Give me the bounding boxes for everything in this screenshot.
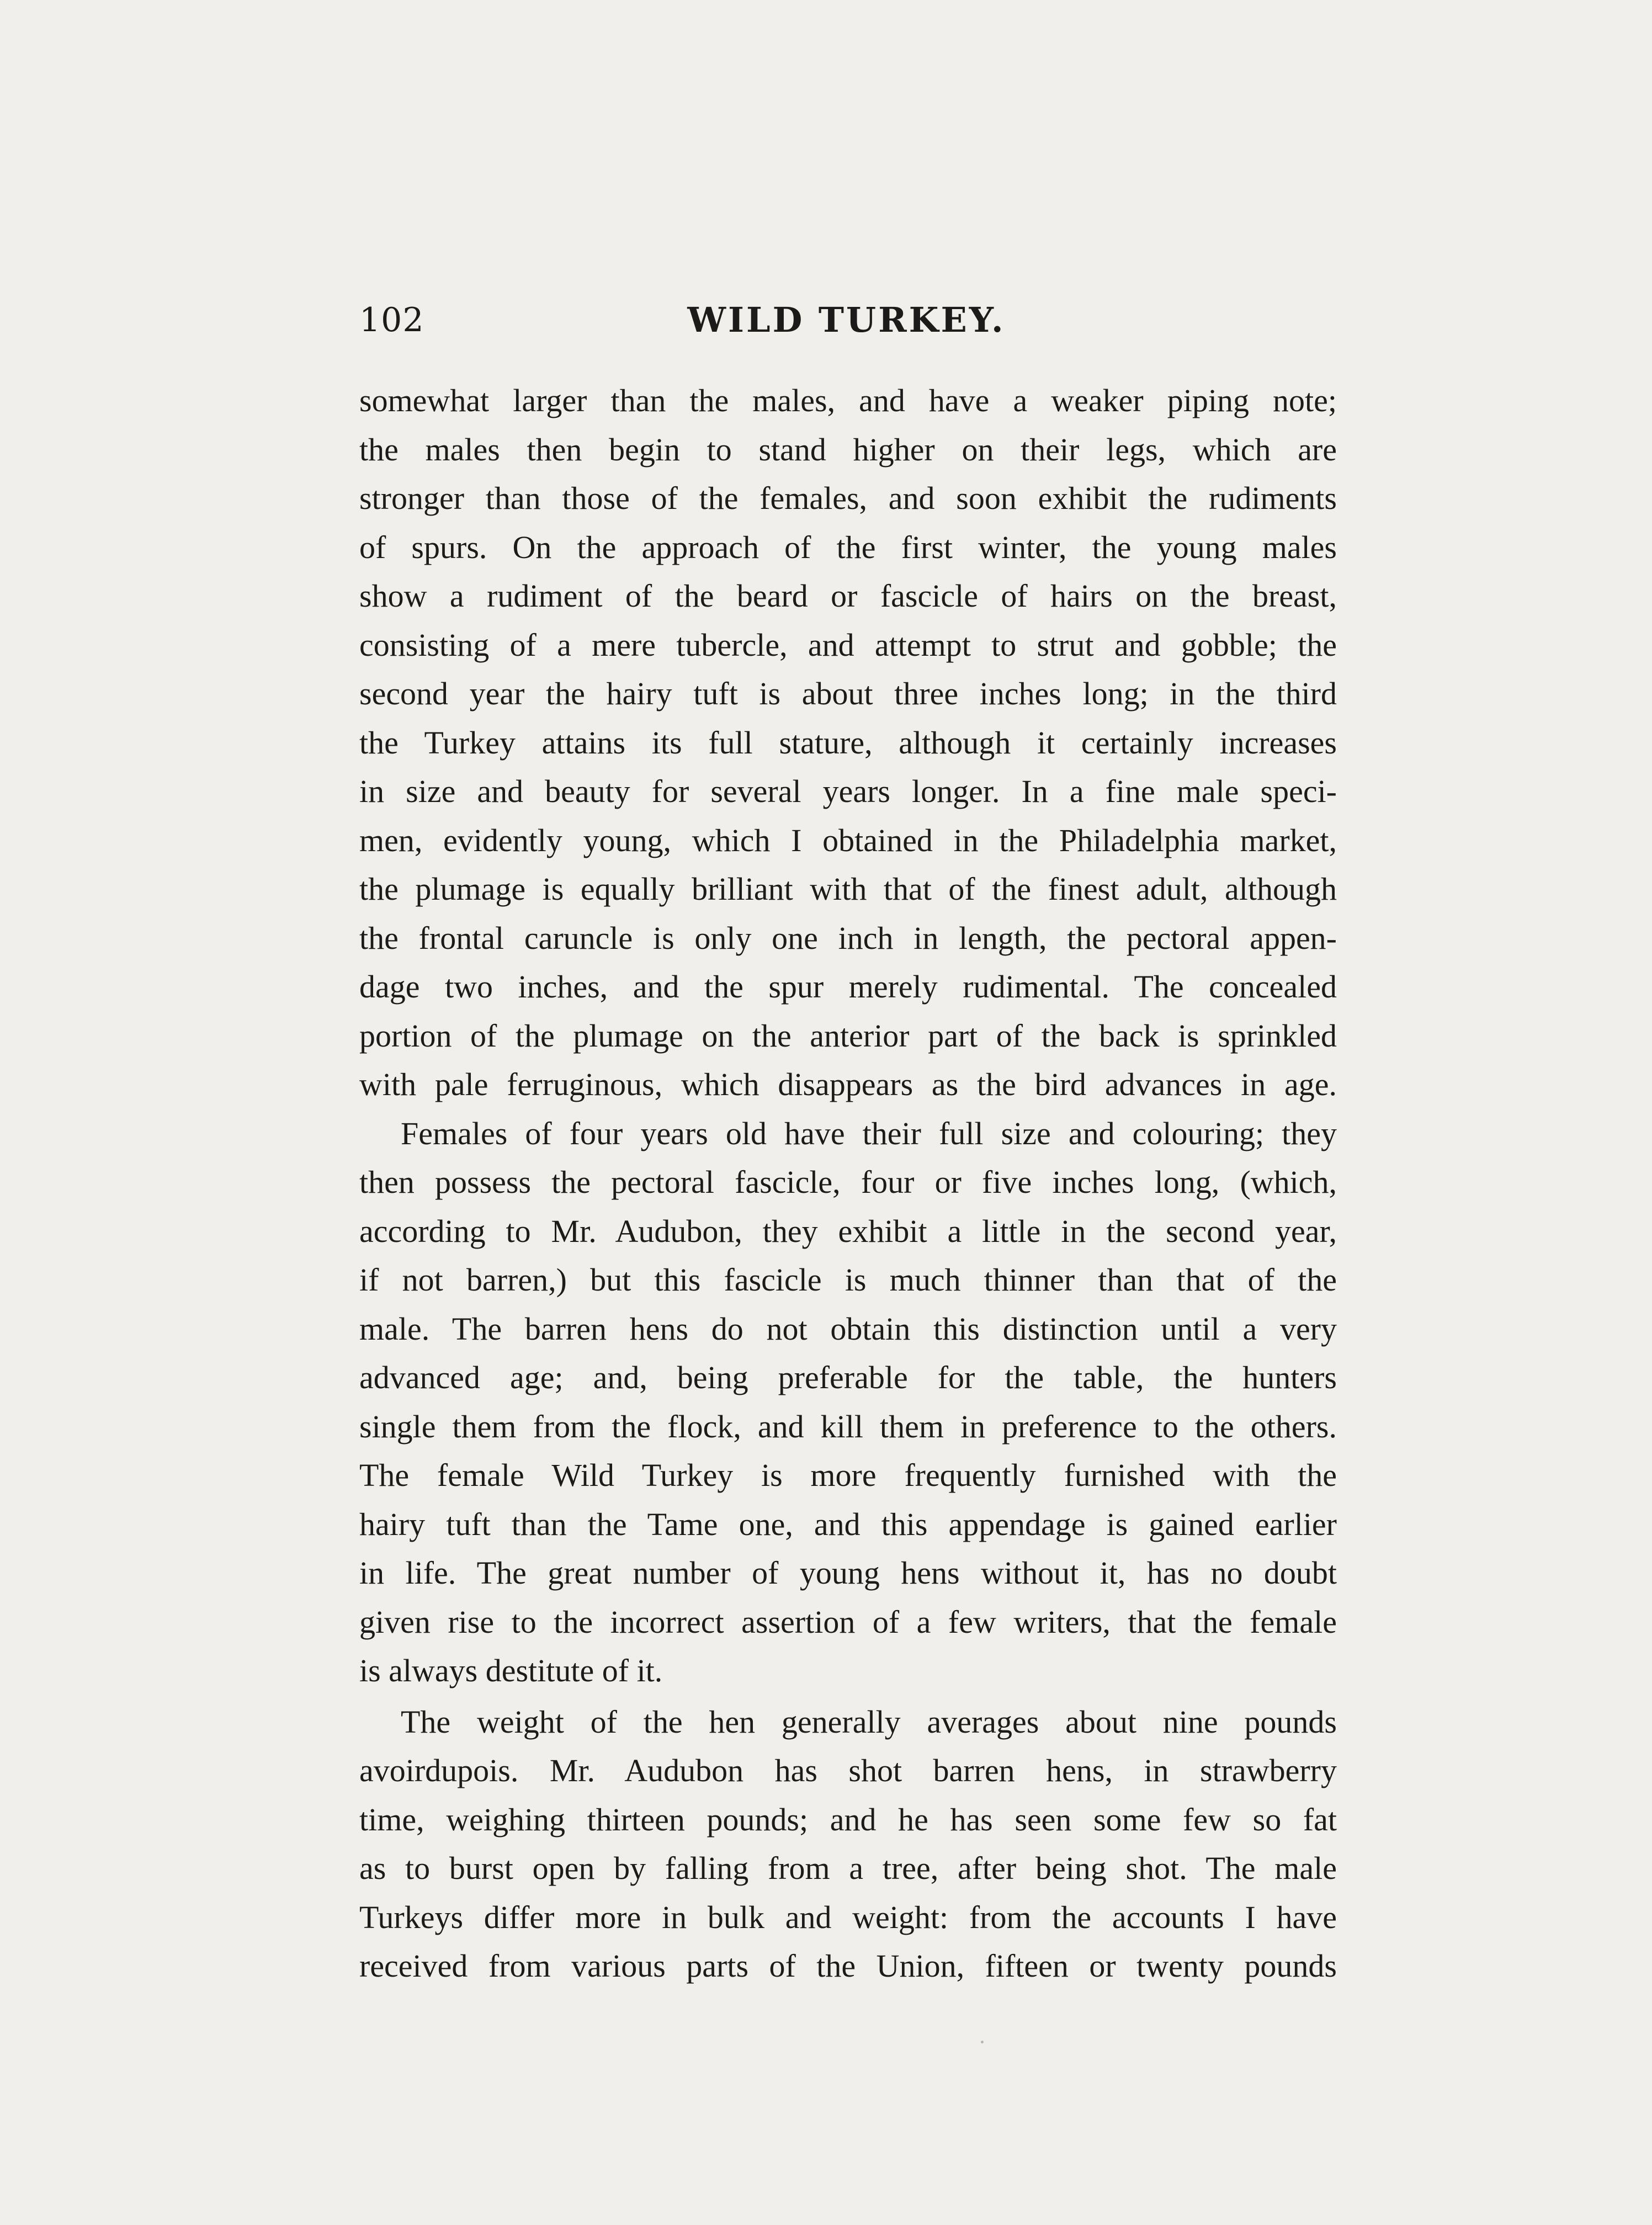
paragraph-start-line: Females of four years old have their full size and colouring; they bbox=[401, 1115, 1337, 1151]
text-line: The female Wild Turkey is more frequently furnished with the bbox=[359, 1457, 1337, 1493]
text-line: show a rudiment of the beard or fascicle of hairs on the breast, bbox=[359, 578, 1337, 614]
paragraph-start-line: The weight of the hen generally averages about nine pounds bbox=[401, 1703, 1337, 1740]
text-line: stronger than those of the females, and soon exhibit the rudiments bbox=[359, 480, 1337, 516]
text-line: consisting of a mere tubercle, and attempt to strut and gobble; the bbox=[359, 626, 1337, 663]
page-header bbox=[359, 293, 1337, 348]
text-line: single them from the flock, and kill them in preference to the others. bbox=[359, 1408, 1337, 1445]
text-line: the males then begin to stand higher on their legs, which are bbox=[359, 431, 1337, 468]
text-line: according to Mr. Audubon, they exhibit a little in the second year, bbox=[359, 1213, 1337, 1249]
text-line: of spurs. On the approach of the first winter, the young males bbox=[359, 529, 1337, 565]
paragraph-end-line: is always destitute of it. bbox=[359, 1653, 663, 1688]
page-number: 102 bbox=[359, 301, 424, 339]
text-line: given rise to the incorrect assertion of a few writers, that the female bbox=[359, 1603, 1337, 1640]
text-line: in life. The great number of young hens without it, has no doubt bbox=[359, 1555, 1337, 1591]
text-line: then possess the pectoral fascicle, four or five inches long, (which, bbox=[359, 1164, 1337, 1200]
text-line: in size and beauty for several years longer. In a fine male speci- bbox=[359, 773, 1337, 809]
text-line: if not barren,) but this fascicle is much thinner than that of the bbox=[359, 1262, 1337, 1298]
text-line: hairy tuft than the Tame one, and this appendage is gained earlier bbox=[359, 1506, 1337, 1542]
text-line: second year the hairy tuft is about three inches long; in the third bbox=[359, 676, 1337, 711]
text-line: the Turkey attains its full stature, although it certainly increases bbox=[359, 724, 1337, 761]
text-line: somewhat larger than the males, and have a weaker piping note; bbox=[359, 383, 1337, 418]
text-line: time, weighing thirteen pounds; and he has seen some few so fat bbox=[359, 1801, 1337, 1838]
text-line: advanced age; and, being preferable for the table, the hunters bbox=[359, 1360, 1337, 1395]
text-line: as to burst open by falling from a tree, after being shot. The male bbox=[359, 1850, 1337, 1886]
text-line: the plumage is equally brilliant with that of the finest adult, although bbox=[359, 871, 1337, 907]
text-line: portion of the plumage on the anterior part of the back is sprinkled bbox=[359, 1017, 1337, 1054]
text-line: Turkeys differ more in bulk and weight: from the accounts I have bbox=[359, 1899, 1337, 1935]
text-line: avoirdupois. Mr. Audubon has shot barren hens, in strawberry bbox=[359, 1753, 1337, 1788]
text-line: with pale ferruginous, which disappears as the bird advances in age. bbox=[359, 1066, 1337, 1102]
text-line: received from various parts of the Union, fifteen or twenty pounds bbox=[359, 1948, 1337, 1984]
running-title: WILD TURKEY. bbox=[687, 300, 1006, 340]
text-line: dage two inches, and the spur merely rudimental. The concealed bbox=[359, 969, 1337, 1005]
paper-speck bbox=[981, 2041, 984, 2043]
text-line: male. The barren hens do not obtain this distinction until a very bbox=[359, 1310, 1337, 1347]
text-line: the frontal caruncle is only one inch in length, the pectoral appen- bbox=[359, 920, 1337, 956]
text-line: men, evidently young, which I obtained in the Philadelphia market, bbox=[359, 822, 1337, 858]
body-text bbox=[359, 376, 1337, 1991]
